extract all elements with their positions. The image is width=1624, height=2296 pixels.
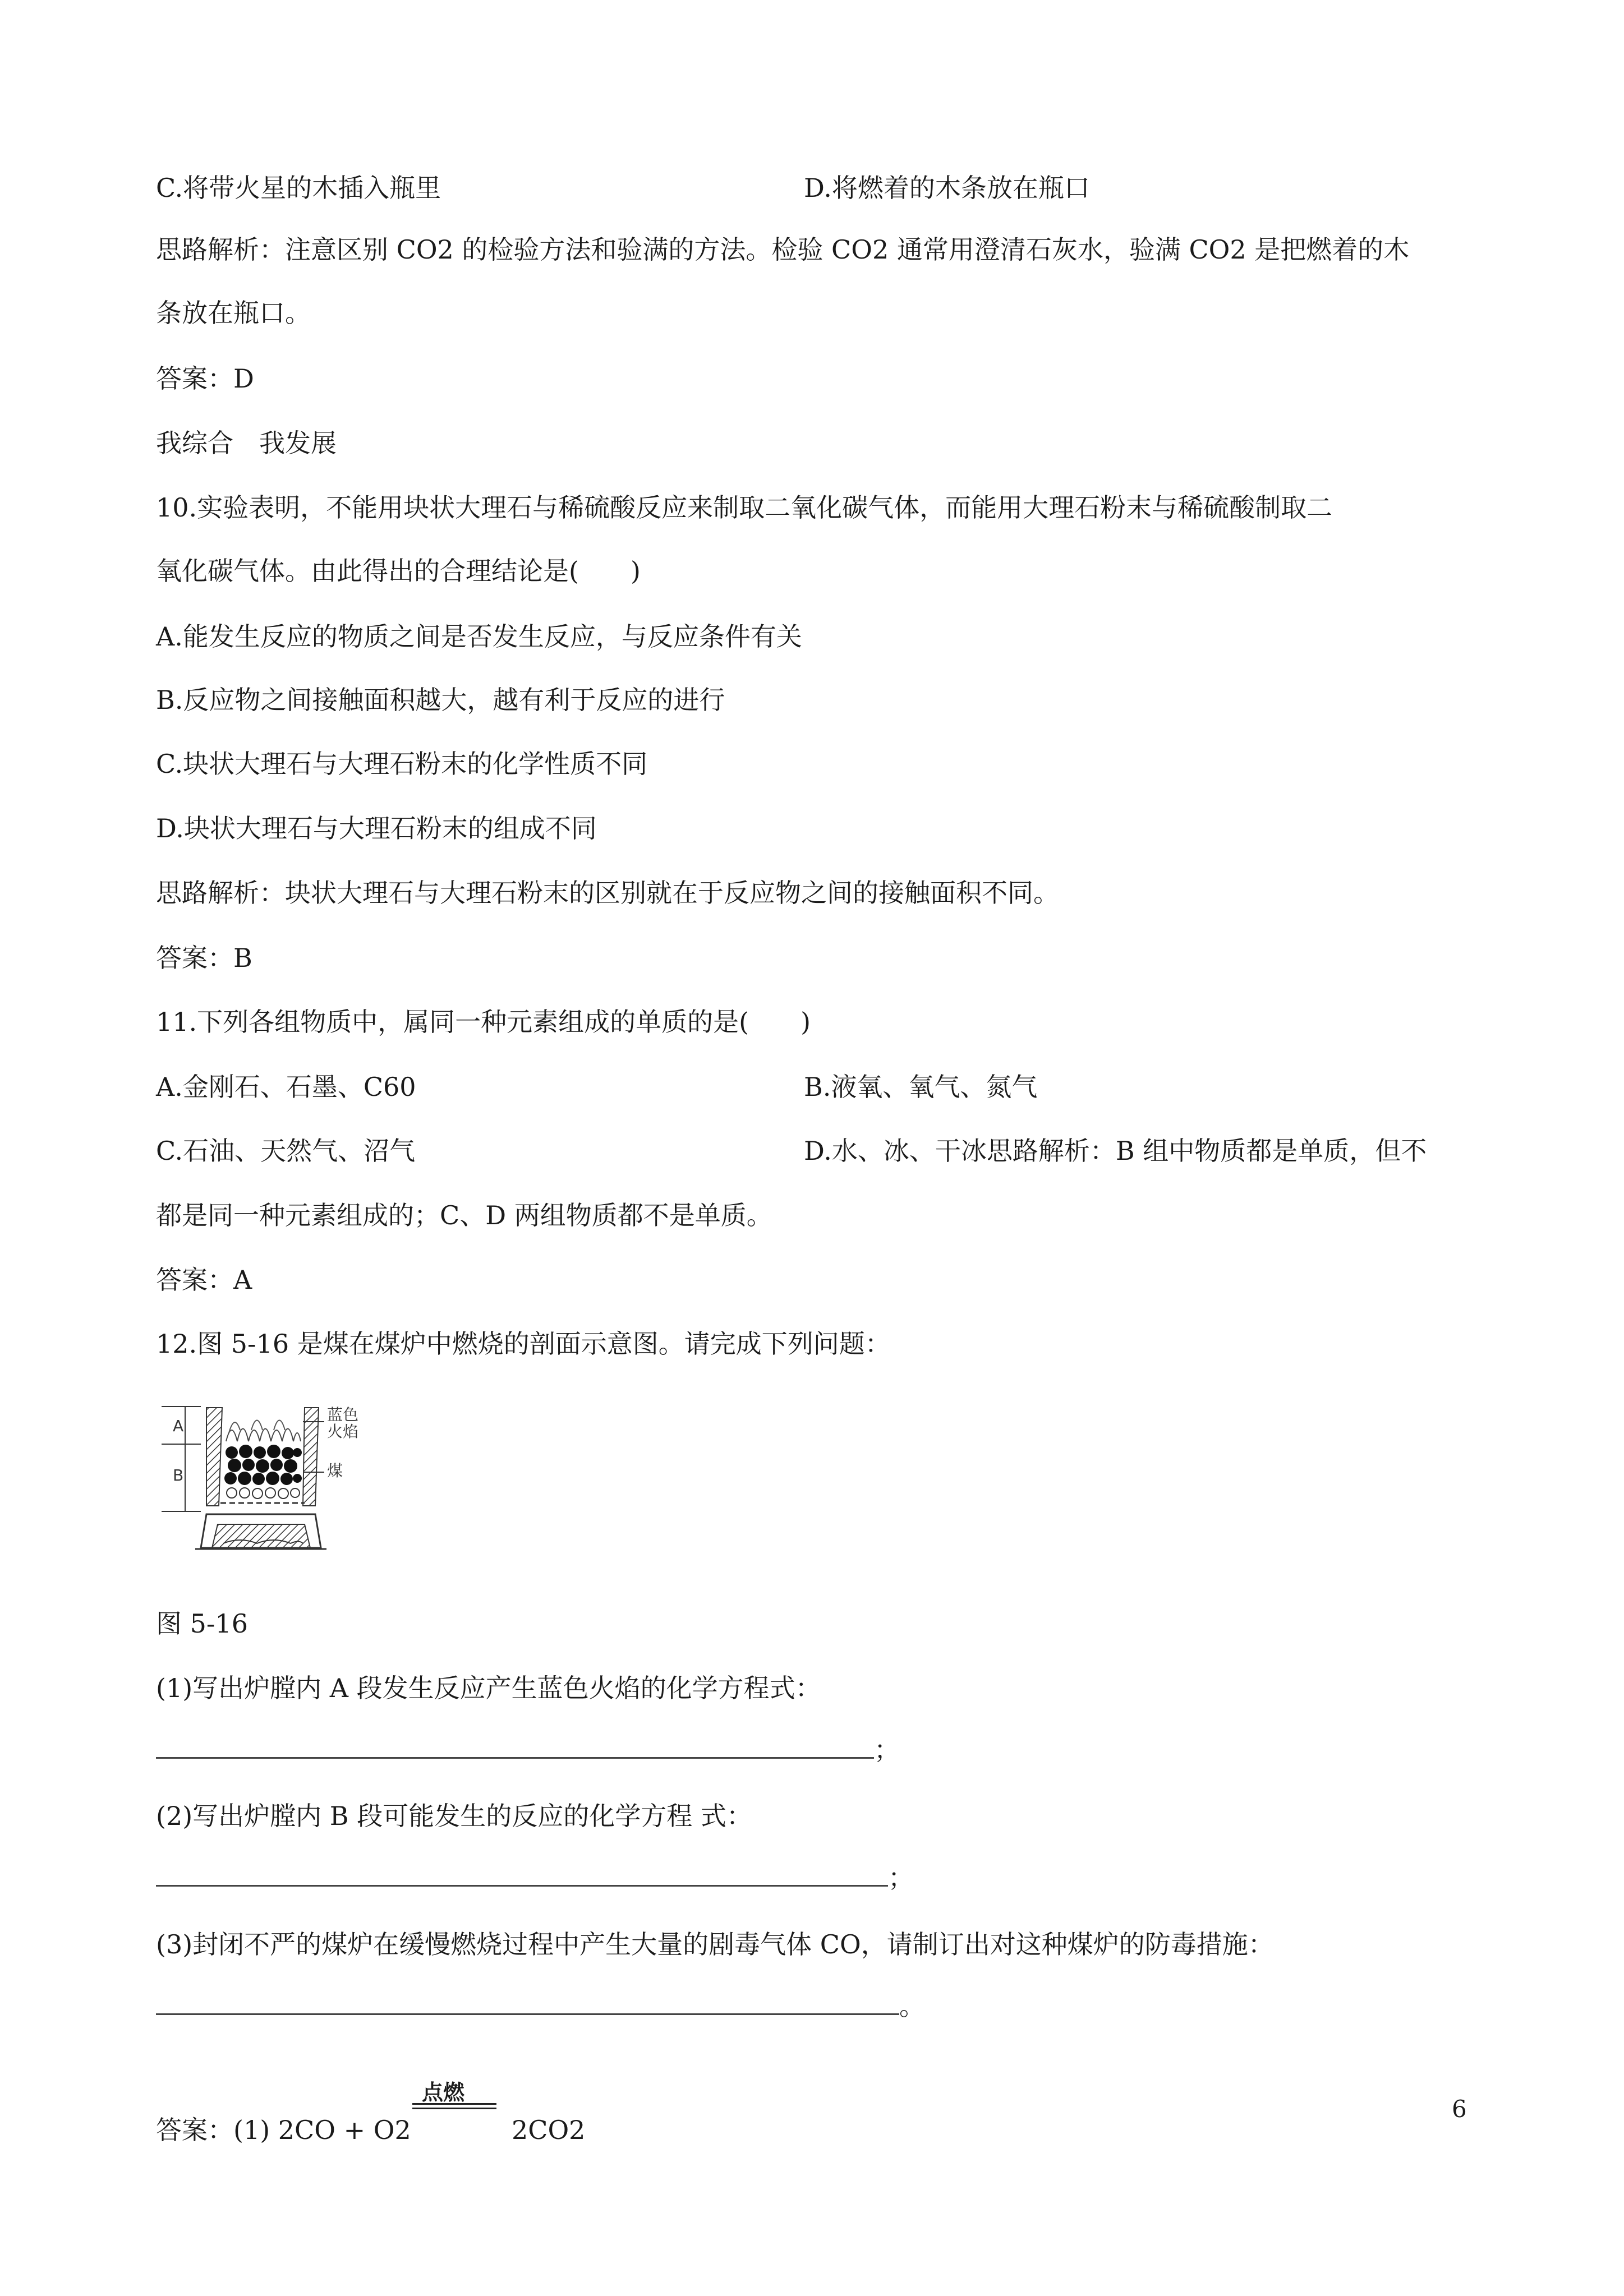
answer-equation [156,2113,585,2147]
option-line [156,171,1090,205]
answer-text: 答案：B [156,943,252,973]
blank-end-punct: ； [888,1862,914,1893]
sub-question-2: (2)写出炉膛内 B 段可能发生的反应的化学方程 式： [156,1801,752,1831]
answer-text: 答案：A [156,1265,252,1295]
explanation-text: 思路解析：注意区别 CO2 的检验方法和验满的方法。检验 CO2 通常用澄清石灰水，验满 CO2 是把燃着的木 [156,234,1410,265]
equation-reactants: 答案：(1) 2CO + O2 [156,2115,411,2145]
answer-blank-3 [156,1989,925,2023]
blank-end-punct: 。 [899,1991,925,2021]
option-b: B.反应物之间接触面积越大，越有利于反应的进行 [156,685,725,715]
label-blue-flame-1: 蓝色 [327,1405,359,1424]
option-a: A.能发生反应的物质之间是否发生反应，与反应条件有关 [156,621,802,652]
equation-product: 2CO2 [511,2115,586,2145]
equation-bar [412,2103,496,2105]
option-line [156,1070,1038,1104]
option-b: B.液氧、氧气、氮气 [804,1072,1038,1102]
section-heading: 我综合 我发展 [156,428,337,458]
coal-stove-diagram [156,1396,380,1570]
equation-bar [412,2108,496,2109]
label-a: A [173,1417,184,1435]
page-number: 6 [1452,2095,1467,2123]
option-c: C.石油、天然气、沼气 [156,1136,416,1166]
reaction-condition: 点燃 [422,2080,465,2105]
blank-line [156,1735,874,1759]
question-11: 11.下列各组物质中，属同一种元素组成的单质的是( ) [156,1007,811,1037]
label-blue-flame-2: 火焰 [327,1422,359,1441]
option-c: C.块状大理石与大理石粉末的化学性质不同 [156,749,648,779]
sub-question-1: (1)写出炉膛内 A 段发生反应产生蓝色火焰的化学方程式： [156,1673,821,1703]
label-b: B [173,1466,184,1484]
option-line [156,1134,1427,1168]
answer-blank-1 [156,1733,900,1767]
label-coal: 煤 [327,1461,343,1480]
explanation-text-cont: 条放在瓶口。 [156,298,311,328]
question-12: 12.图 5-16 是煤在煤炉中燃烧的剖面示意图。请完成下列问题： [156,1329,891,1359]
figure-caption: 图 5-16 [156,1608,248,1639]
question-10-cont: 氧化碳气体。由此得出的合理结论是( ) [156,556,641,586]
explanation-text: 都是同一种元素组成的；C、D 两组物质都不是单质。 [156,1200,772,1230]
option-a: A.金刚石、石墨、C60 [156,1072,416,1102]
explanation-text: 思路解析：块状大理石与大理石粉末的区别就在于反应物之间的接触面积不同。 [156,878,1059,908]
option-d: D.水、冰、干冰思路解析：B 组中物质都是单质，但不 [804,1136,1427,1166]
option-d: D.将燃着的木条放在瓶口 [804,173,1090,203]
blank-line [156,1991,899,2015]
blank-end-punct: ； [874,1735,900,1765]
answer-text: 答案：D [156,363,254,394]
question-10: 10.实验表明，不能用块状大理石与稀硫酸反应来制取二氧化碳气体，而能用大理石粉末与稀硫酸制取二 [156,492,1333,523]
blank-line [156,1862,888,1887]
option-c: C.将带火星的木插入瓶里 [156,173,441,203]
option-d: D.块状大理石与大理石粉末的组成不同 [156,813,597,843]
sub-question-3: (3)封闭不严的煤炉在缓慢燃烧过程中产生大量的剧毒气体 CO，请制订出对这种煤炉的防毒措施： [156,1929,1274,1960]
answer-blank-2 [156,1861,914,1894]
